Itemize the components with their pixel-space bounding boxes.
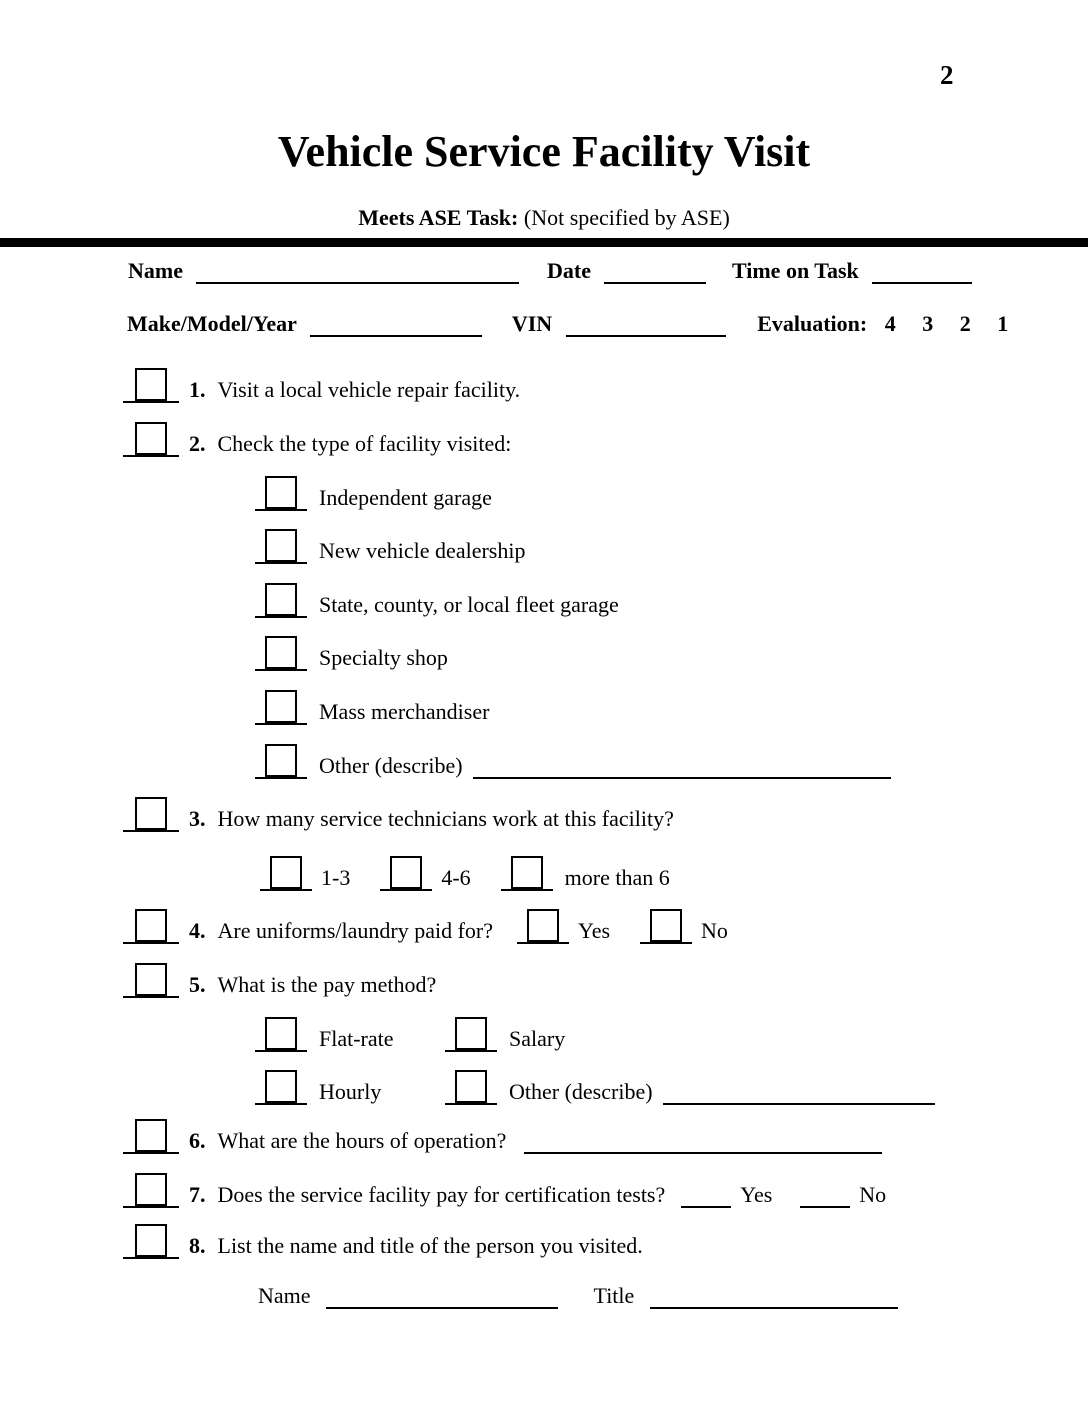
meets-ase-label: Meets ASE Task: — [358, 205, 519, 230]
date-label: Date — [546, 258, 591, 283]
checkbox-square — [135, 1173, 167, 1206]
checkbox-square — [527, 909, 559, 942]
evaluation-score-4[interactable]: 4 — [884, 311, 896, 336]
item-7-row — [123, 1170, 886, 1208]
item-6-checkbox[interactable] — [123, 1116, 179, 1154]
technicians-more-than-6-checkbox[interactable] — [501, 853, 553, 891]
checkbox-square — [135, 797, 167, 830]
facility-option-3-label: State, county, or local fleet garage — [319, 591, 619, 617]
checkbox-square — [265, 583, 297, 616]
item-8-row — [123, 1221, 643, 1259]
item-2-row — [123, 419, 511, 457]
checkbox-square — [135, 1119, 167, 1152]
item-5-row — [123, 960, 436, 998]
visited-person-row — [258, 1283, 898, 1309]
facility-option-other — [255, 741, 891, 779]
item-3-row — [123, 794, 674, 832]
certification-yes-line[interactable] — [681, 1206, 731, 1208]
name-label: Name — [128, 258, 183, 283]
page-number: 2 — [940, 60, 954, 90]
certification-no-line[interactable] — [800, 1206, 850, 1208]
meets-ase-line — [0, 205, 1088, 231]
item-6-text: What are the hours of operation? — [217, 1127, 507, 1153]
checkbox-square — [265, 636, 297, 669]
facility-option-new-vehicle-dealership — [255, 526, 525, 564]
uniforms-no-checkbox[interactable] — [640, 906, 692, 944]
facility-option-mass-merchandiser — [255, 687, 489, 725]
item-5-number: 5. — [189, 971, 206, 997]
item-8-number: 8. — [189, 1232, 206, 1258]
evaluation-score-2[interactable]: 2 — [959, 311, 971, 336]
pay-flat-rate-label: Flat-rate — [319, 1025, 394, 1051]
item-1-text: Visit a local vehicle repair facility. — [217, 376, 521, 402]
checkbox-square — [265, 476, 297, 509]
facility-option-independent-garage — [255, 473, 492, 511]
item-5-checkbox[interactable] — [123, 960, 179, 998]
make-model-year-label: Make/Model/Year — [127, 311, 297, 336]
header-row-2 — [127, 311, 1008, 337]
checkbox-square — [135, 909, 167, 942]
technician-count-options — [260, 853, 670, 891]
checkbox-square — [135, 1224, 167, 1257]
item-4-checkbox[interactable] — [123, 906, 179, 944]
uniforms-yes-label: Yes — [578, 917, 611, 943]
header-row-1 — [128, 258, 972, 284]
visited-title-label: Title — [593, 1283, 635, 1308]
facility-option-5-label: Mass merchandiser — [319, 698, 490, 724]
checkbox-square — [650, 909, 682, 942]
meets-ase-value: (Not specified by ASE) — [523, 205, 730, 230]
checkbox-square — [390, 856, 422, 889]
pay-other-checkbox[interactable] — [445, 1067, 497, 1105]
uniforms-no-label: No — [701, 917, 728, 943]
uniforms-yes-checkbox[interactable] — [517, 906, 569, 944]
certification-yes-label: Yes — [740, 1181, 773, 1207]
checkbox-square — [265, 529, 297, 562]
certification-no-label: No — [859, 1181, 887, 1207]
vin-label: VIN — [511, 311, 553, 336]
checkbox-square — [265, 690, 297, 723]
pay-flat-rate-checkbox[interactable] — [255, 1014, 307, 1052]
item-1-checkbox[interactable] — [123, 365, 179, 403]
facility-option-6-checkbox[interactable] — [255, 741, 307, 779]
pay-hourly-checkbox[interactable] — [255, 1067, 307, 1105]
item-4-row — [123, 906, 728, 944]
item-7-number: 7. — [189, 1181, 206, 1207]
item-2-number: 2. — [189, 430, 206, 456]
hours-of-operation-line[interactable] — [524, 1152, 882, 1154]
item-6-number: 6. — [189, 1127, 206, 1153]
checkbox-square — [455, 1017, 487, 1050]
visited-name-label: Name — [258, 1283, 311, 1308]
pay-options-row-1 — [255, 1014, 565, 1052]
checkbox-square — [270, 856, 302, 889]
pay-salary-label: Salary — [509, 1025, 566, 1051]
checkbox-square — [135, 963, 167, 996]
pay-salary-checkbox[interactable] — [445, 1014, 497, 1052]
item-2-text: Check the type of facility visited: — [217, 430, 512, 456]
item-1-row — [123, 365, 520, 403]
item-6-row — [123, 1116, 882, 1154]
item-4-text: Are uniforms/laundry paid for? — [217, 917, 494, 943]
visited-name-line[interactable] — [326, 1283, 558, 1309]
technicians-1-3-label: 1-3 — [321, 864, 351, 890]
facility-option-6-label: Other (describe) — [319, 752, 463, 778]
facility-option-4-checkbox[interactable] — [255, 633, 307, 671]
checkbox-square — [135, 368, 167, 401]
pay-hourly-label: Hourly — [319, 1078, 382, 1104]
evaluation-score-3[interactable]: 3 — [922, 311, 934, 336]
item-3-text: How many service technicians work at this facility? — [217, 805, 674, 831]
checkbox-square — [511, 856, 543, 889]
page-title: Vehicle Service Facility Visit — [277, 127, 811, 176]
evaluation-label: Evaluation: — [757, 311, 868, 336]
item-3-checkbox[interactable] — [123, 794, 179, 832]
technicians-4-6-label: 4-6 — [441, 864, 471, 890]
item-5-text: What is the pay method? — [217, 971, 437, 997]
facility-option-1-label: Independent garage — [319, 484, 492, 510]
make-model-year-field-line[interactable] — [310, 311, 482, 337]
checkbox-square — [265, 744, 297, 777]
item-1-number: 1. — [189, 376, 206, 402]
pay-other-describe-line[interactable] — [663, 1103, 935, 1105]
facility-option-1-checkbox[interactable] — [255, 473, 307, 511]
item-8-text: List the name and title of the person you visited. — [217, 1232, 643, 1258]
technicians-1-3-checkbox[interactable] — [260, 853, 312, 891]
facility-option-4-label: Specialty shop — [319, 644, 448, 670]
facility-option-fleet-garage — [255, 580, 619, 618]
facility-option-5-checkbox[interactable] — [255, 687, 307, 725]
item-7-checkbox[interactable] — [123, 1170, 179, 1208]
time-on-task-field-line[interactable] — [872, 258, 972, 284]
pay-other-label: Other (describe) — [509, 1078, 653, 1104]
name-field-line[interactable] — [196, 258, 519, 284]
facility-other-describe-line[interactable] — [473, 777, 891, 779]
pay-options-row-2 — [255, 1067, 935, 1105]
checkbox-square — [455, 1070, 487, 1103]
time-on-task-label: Time on Task — [731, 258, 859, 283]
date-field-line[interactable] — [604, 258, 706, 284]
section-divider — [0, 238, 1088, 247]
checkbox-square — [135, 422, 167, 455]
item-7-text: Does the service facility pay for certification tests? — [217, 1181, 666, 1207]
facility-option-2-checkbox[interactable] — [255, 526, 307, 564]
technicians-4-6-checkbox[interactable] — [380, 853, 432, 891]
item-8-checkbox[interactable] — [123, 1221, 179, 1259]
facility-option-2-label: New vehicle dealership — [319, 537, 526, 563]
item-2-checkbox[interactable] — [123, 419, 179, 457]
vin-field-line[interactable] — [566, 311, 726, 337]
evaluation-score-1[interactable]: 1 — [997, 311, 1009, 336]
checkbox-square — [265, 1070, 297, 1103]
visited-title-line[interactable] — [650, 1283, 898, 1309]
item-4-number: 4. — [189, 917, 206, 943]
facility-option-specialty-shop — [255, 633, 448, 671]
facility-option-3-checkbox[interactable] — [255, 580, 307, 618]
item-3-number: 3. — [189, 805, 206, 831]
technicians-more-than-6-label: more than 6 — [564, 864, 670, 890]
checkbox-square — [265, 1017, 297, 1050]
